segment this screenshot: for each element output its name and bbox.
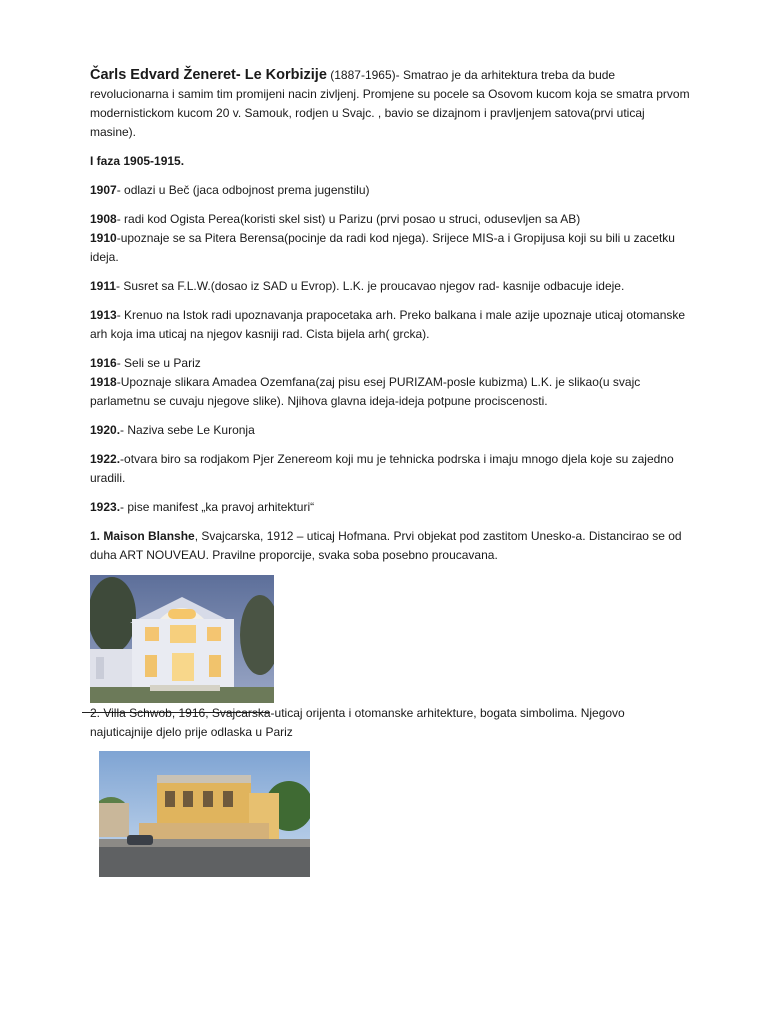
entry-1908: 1908- radi kod Ogista Perea(koristi skel sist) u Parizu (prvi posao u struci, odusevljen sa AB) bbox=[90, 212, 581, 226]
intro-text: - Smatrao je da arhitektura treba da bude revolucionarna i samim tim promijeni nacin zivljenj. Promjene su pocele sa Osovom kucom koja se smatra prvom modernistickom kucom 20 v. Samouk, rodjen u Svajc. , bavio se dizajnom i pravljenjem satova(prvi uticaj masine). bbox=[90, 68, 690, 139]
document-body bbox=[90, 66, 690, 575]
author-years: (1887-1965) bbox=[330, 68, 396, 82]
phase-heading: I faza 1905-1915. bbox=[90, 154, 185, 168]
entry-1913: 1913- Krenuo na Istok radi upoznavanja prapocetaka arh. Preko balkana i male azije upoznaje uticaj otomanske arh koja ima uticaj na njegov kasniji rad. Cista bijela arh( grcka). bbox=[90, 308, 686, 341]
entry-1910: 1910-upoznaje se sa Pitera Berensa(pocinje da radi kod njega). Srijece MIS-a i Gropijusa koji su bili u zacetku ideja. bbox=[90, 231, 675, 264]
intro-paragraph bbox=[90, 66, 690, 142]
work-maison-blanche: 1. Maison Blanshe, Svajcarska, 1912 – uticaj Hofmana. Prvi objekat pod zastitom Unesko-a. Distancirao se od duha ART NOUVEAU. Pravilne proporcije, svaka soba posebno proucavana. bbox=[90, 529, 682, 562]
work-villa-schwob: 2. Villa Schwob, 1916, Svajcarska-uticaj orijenta i otomanske arhitekture, bogata simbolima. Njegovo najuticajnije djelo prije odlaska u Pariz bbox=[90, 706, 625, 739]
villa-schwob-photo bbox=[99, 751, 310, 877]
entry-1920: 1920.- Naziva sebe Le Kuronja bbox=[90, 423, 255, 437]
entry-1918: 1918-Upoznaje slikara Amadea Ozemfana(zaj pisu esej PURIZAM-posle kubizma) L.K. je slikao(u svajc parlametnu se cuvaju njegove slike). Njihova glavna ideja-ideja potpune prociscenosti. bbox=[90, 375, 641, 408]
maison-blanche-photo bbox=[90, 575, 274, 703]
entry-1923: 1923.- pise manifest „ka pravoj arhitekturi“ bbox=[90, 500, 315, 514]
entry-1907: 1907- odlazi u Beč (jaca odbojnost prema jugenstilu) bbox=[90, 183, 370, 197]
entry-1922: 1922.-otvara biro sa rodjakom Pjer Zenereom koji mu je tehnicka podrska i imaju mnogo djela koje su zajedno uradili. bbox=[90, 452, 674, 485]
author-name: Čarls Edvard Ženeret- Le Korbizije bbox=[90, 67, 327, 83]
entry-1916: 1916- Seli se u Pariz bbox=[90, 356, 201, 370]
entry-1911: 1911- Susret sa F.L.W.(dosao iz SAD u Evrop). L.K. je proucavao njegov rad- kasnije odbacuje ideje. bbox=[90, 279, 625, 293]
